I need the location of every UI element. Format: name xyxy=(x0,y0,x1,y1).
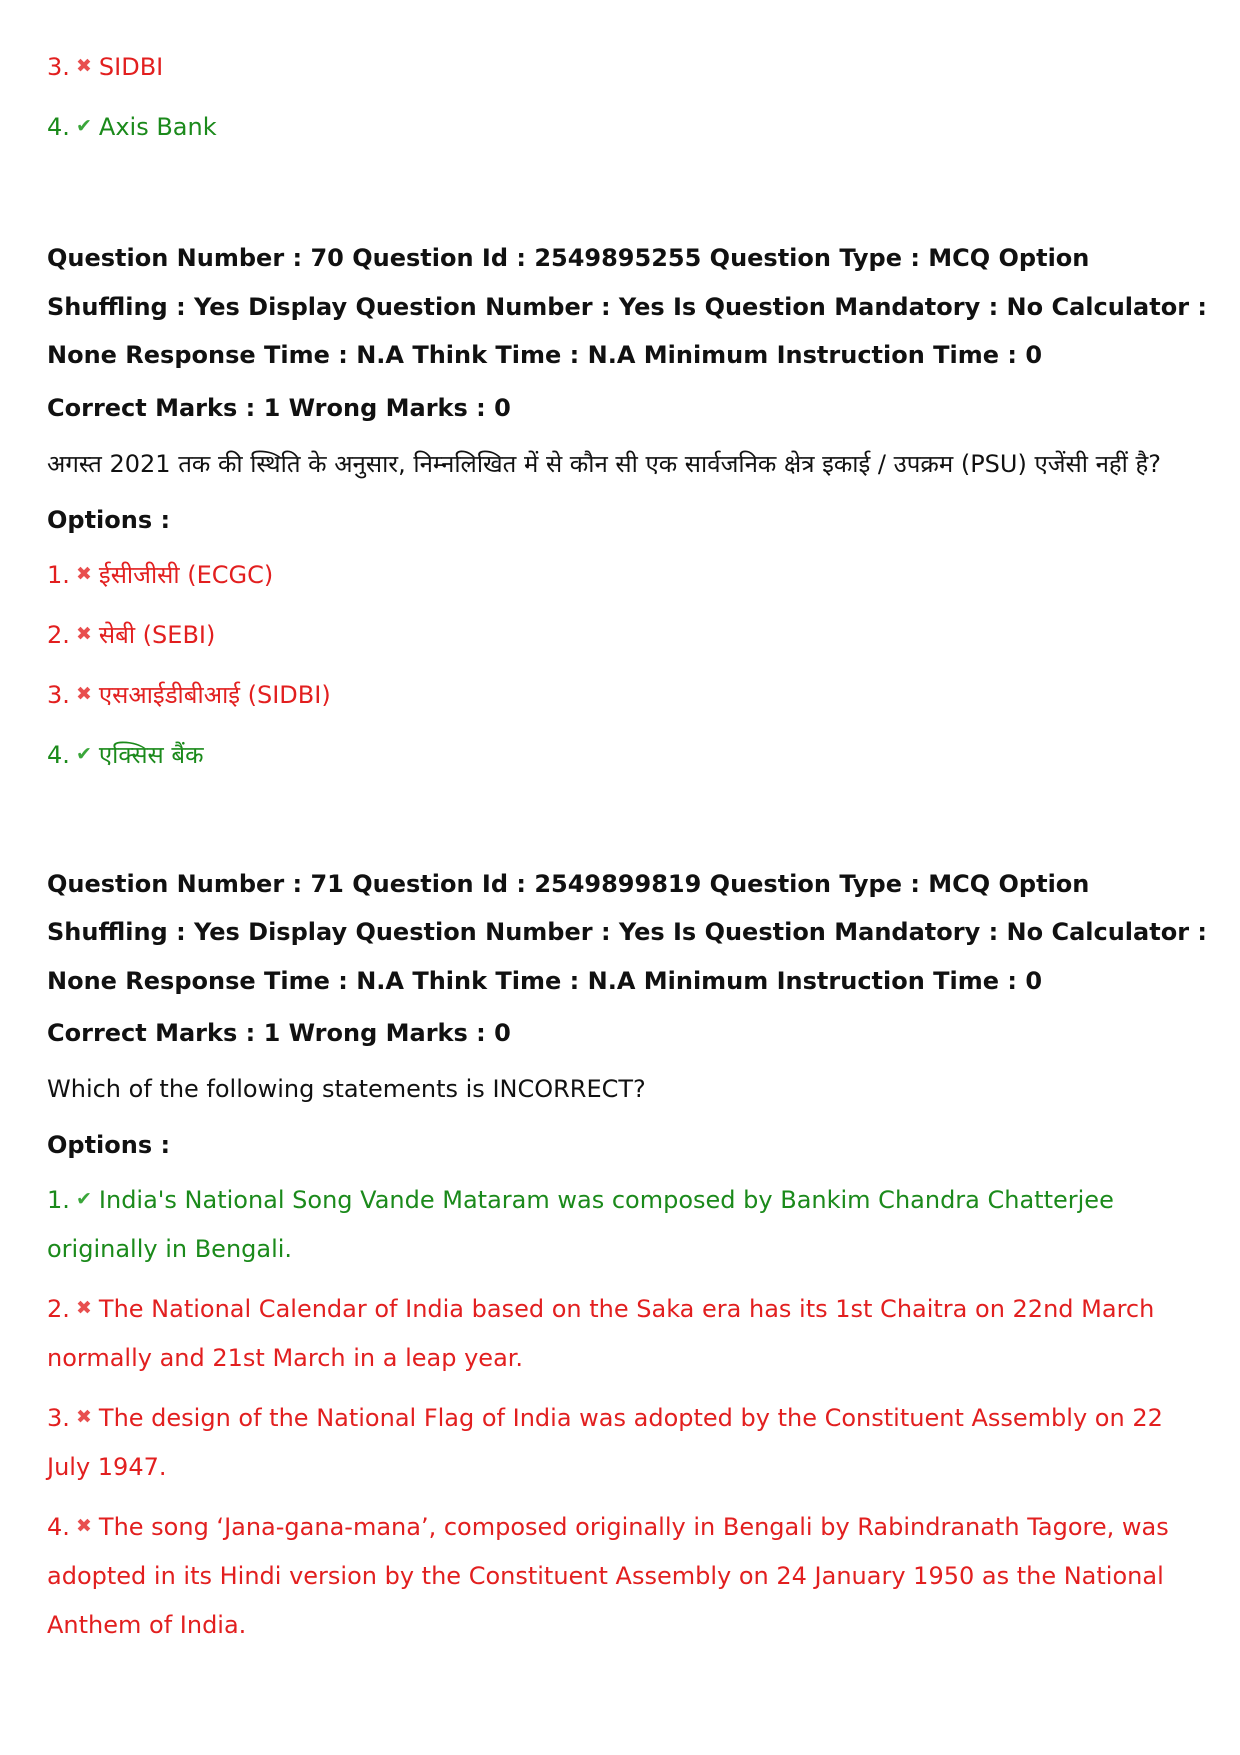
option-item xyxy=(47,1393,1207,1492)
option-number: 1. xyxy=(47,1186,70,1214)
option-number: 3. xyxy=(47,680,70,709)
option-text: India's National Song Vande Mataram was composed by Bankim Chandra Chatterjee originally in Bengali. xyxy=(47,1186,1114,1263)
option-item xyxy=(47,550,1207,600)
option-item xyxy=(47,1175,1207,1274)
options-heading: Options : xyxy=(47,1131,171,1159)
options-heading: Options : xyxy=(47,505,171,534)
cross-mark-icon: ✖ xyxy=(75,622,92,645)
option-item xyxy=(47,1284,1207,1383)
option-text: The design of the National Flag of India was adopted by the Constituent Assembly on 22 July 1947. xyxy=(47,1404,1163,1481)
question-block-71 xyxy=(47,860,1207,1651)
question-meta: Question Number : 71 Question Id : 2549899819 Question Type : MCQ Option Shuffling : Yes Display Question Number : Yes Is Question Mandatory : No Calculator : None Response Time : N.A Think Time : N.A Minimum Instruction Time : 0 xyxy=(47,869,1207,995)
exam-page xyxy=(47,42,1207,1660)
option-text: सेबी (SEBI) xyxy=(98,620,216,649)
check-mark-icon: ✔ xyxy=(75,742,92,765)
option-number: 1. xyxy=(47,560,70,589)
option-number: 4. xyxy=(47,113,70,141)
question-text: Which of the following statements is INCORRECT? xyxy=(47,1075,646,1103)
question-block-70 xyxy=(47,234,1207,780)
option-text: SIDBI xyxy=(98,53,164,81)
option-number: 4. xyxy=(47,1513,70,1541)
option-text: एसआईडीबीआई (SIDBI) xyxy=(98,680,331,709)
option-text: The National Calendar of India based on the Saka era has its 1st Chaitra on 22nd March normally and 21st March in a leap year. xyxy=(47,1295,1155,1372)
option-item xyxy=(47,1502,1207,1650)
option-item xyxy=(47,730,1207,780)
option-number: 3. xyxy=(47,1404,70,1432)
carryover-options xyxy=(47,42,1207,152)
question-text: अगस्त 2021 तक की स्थिति के अनुसार, निम्नलिखित में से कौन सी एक सार्वजनिक क्षेत्र इकाई / उपक्रम (PSU) एजेंसी नहीं है? xyxy=(47,449,1161,478)
check-mark-icon: ✔ xyxy=(75,115,92,137)
option-item xyxy=(47,610,1207,660)
option-text: The song ‘Jana-gana-mana’, composed originally in Bengali by Rabindranath Tagore, was adopted in its Hindi version by the Constituent Assembly on 24 January 1950 as the National Anthem of India. xyxy=(47,1513,1169,1639)
option-number: 2. xyxy=(47,620,70,649)
option-text: एक्सिस बैंक xyxy=(98,740,204,769)
option-number: 4. xyxy=(47,740,70,769)
option-item xyxy=(47,42,1207,92)
check-mark-icon: ✔ xyxy=(75,1188,92,1210)
marks-line: Correct Marks : 1 Wrong Marks : 0 xyxy=(47,393,511,422)
option-number: 3. xyxy=(47,53,70,81)
option-item xyxy=(47,670,1207,720)
cross-mark-icon: ✖ xyxy=(75,1515,92,1537)
question-meta: Question Number : 70 Question Id : 2549895255 Question Type : MCQ Option Shuffling : Yes Display Question Number : Yes Is Question Mandatory : No Calculator : None Response Time : N.A Think Time : N.A Minimum Instruction Time : 0 xyxy=(47,244,1207,369)
option-text: Axis Bank xyxy=(98,113,217,141)
option-text: ईसीजीसी (ECGC) xyxy=(98,560,274,589)
option-item xyxy=(47,102,1207,152)
cross-mark-icon: ✖ xyxy=(75,55,92,77)
cross-mark-icon: ✖ xyxy=(75,1406,92,1428)
marks-line: Correct Marks : 1 Wrong Marks : 0 xyxy=(47,1019,511,1047)
cross-mark-icon: ✖ xyxy=(75,682,92,705)
cross-mark-icon: ✖ xyxy=(75,1297,92,1319)
cross-mark-icon: ✖ xyxy=(75,562,92,585)
option-number: 2. xyxy=(47,1295,70,1323)
